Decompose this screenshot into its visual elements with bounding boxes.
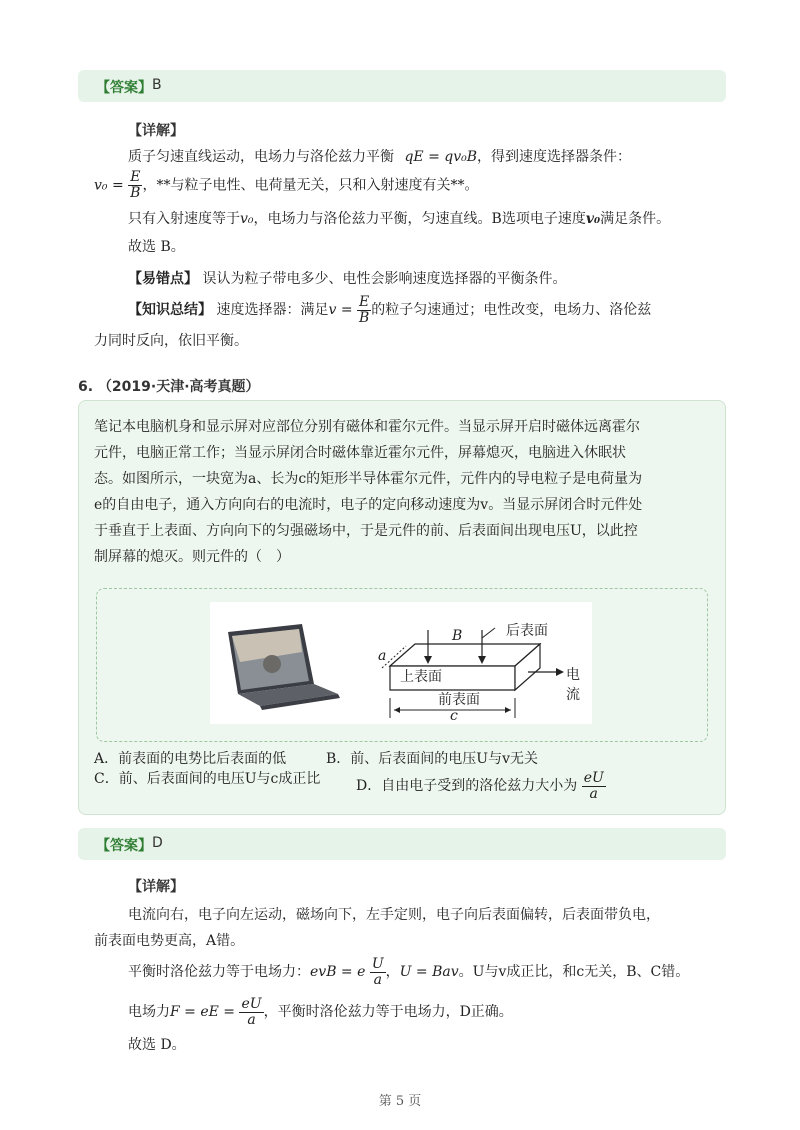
fraction [128,170,142,201]
answer-bar [78,70,726,102]
laptop-image [228,624,340,710]
fraction [370,957,386,988]
numerator: E [357,295,371,311]
denominator: a [589,785,598,802]
label-back-surface: 后表面 [506,623,548,639]
answer-label: 【答案】 [96,838,152,854]
detail-header: 【详解】 [128,123,184,139]
fraction [357,295,371,326]
detail-line [128,208,670,230]
variable: v₀ [585,211,601,227]
text: ， [385,964,400,980]
denominator: B [359,309,370,326]
detail-line [128,996,513,1028]
answer-value: B [152,77,162,93]
detail-line: 故选 D。 [128,1037,186,1053]
numerator: E [128,170,142,186]
detail-line [94,170,478,201]
detail-line: 电流向右，电子向左运动，磁场向下，左手定则，电子向后表面偏转，后表面带负电， [128,907,660,923]
option-a: A．前表面的电势比后表面的低 [94,751,287,767]
text: 速度选择器：满足 [216,302,329,318]
summary-line: 力同时反向，依旧平衡。 [94,333,248,349]
text: 质子匀速直线运动，电场力与洛伦兹力平衡 [128,149,394,165]
summary-line [128,294,651,326]
label-c: c [450,708,458,724]
option-b: B．前、后表面间的电压U与v无关 [326,751,538,767]
question-line: 制屏幕的熄灭。则元件的（ ） [94,549,290,565]
equation: qE = qv₀B [404,149,478,165]
text: 只有入射速度等于 [128,211,240,227]
answer-bar [78,828,726,860]
text: 的粒子匀速通过；电性改变，电场力、洛伦兹 [371,302,652,318]
question-line: 元件，电脑正常工作；当显示屏闭合时磁体靠近霍尔元件，屏幕熄灭，电脑进入休眠状 [94,445,626,461]
detail-header: 【详解】 [128,879,184,895]
numerator: U [371,955,384,972]
label-current: 电流 [566,667,580,703]
label-top-surface: 上表面 [400,669,442,685]
question-line: 于垂直于上表面、方向向下的匀强磁场中，于是元件的前、后表面间出现电压U，以此控 [94,523,638,539]
error-label: 【易错点】 [128,271,198,287]
option-c: C．前、后表面间的电压U与c成正比 [94,771,321,787]
answer-label: 【答案】 [96,80,152,96]
figure [210,602,592,724]
detail-line [128,146,631,168]
text: 误认为粒子带电多少、电性会影响速度选择器的平衡条件。 [202,271,567,287]
question-line: 态。如图所示，一块宽为a、长为c的矩形半导体霍尔元件，元件内的导电粒子是电荷量为 [94,471,643,487]
text: 。U与v成正比，和c无关，B、C错。 [458,964,690,980]
text: ，得到速度选择器条件： [477,149,632,165]
text: D．自由电子受到的洛伦兹力大小为 [356,778,578,794]
numerator: eU [583,769,604,786]
equation: U = Bav [399,964,459,980]
variable: v₀ [240,211,254,227]
question-text [94,414,642,570]
question-line: 笔记本电脑机身和显示屏对应部位分别有磁体和霍尔元件。当显示屏开启时磁体远离霍尔 [94,419,640,435]
question-title: 6. （2019·天津·高考真题） [78,379,260,395]
answer-value: D [152,835,163,851]
equation: evB = e [310,964,366,980]
denominator: a [247,1011,256,1028]
option-d [356,770,606,802]
numerator: eU [241,995,262,1012]
equation: v = [328,302,353,318]
label-b: B [452,628,463,644]
error-line [128,268,566,290]
text: ，电场力与洛伦兹力平衡，匀速直线。B选项电子速度 [253,211,586,227]
text: ，**与粒子电性、电荷量无关，只和入射速度有关**。 [142,177,479,194]
summary-label: 【知识总结】 [128,302,212,318]
fraction [239,997,263,1028]
text: 满足条件。 [600,211,671,227]
label-a: a [378,648,387,664]
denominator: a [373,971,382,988]
text: 电场力 [128,1004,170,1020]
equation: v₀ = [94,177,124,194]
denominator: B [130,185,141,201]
text: 平衡时洛伦兹力等于电场力： [128,964,310,980]
detail-line: 前表面电势更高，A错。 [94,933,245,949]
question-line: e的自由电子，通入方向向右的电流时，电子的定向移动速度为v。当显示屏闭合时元件处 [94,497,643,513]
detail-line [128,956,689,988]
text: ，平衡时洛伦兹力等于电场力，D正确。 [263,1004,513,1020]
label-front-surface: 前表面 [438,692,480,708]
page-number: 第 5 页 [378,1094,422,1109]
detail-line: 故选 B。 [128,239,185,255]
fraction [582,771,606,802]
equation: F = eE = [170,1004,236,1020]
